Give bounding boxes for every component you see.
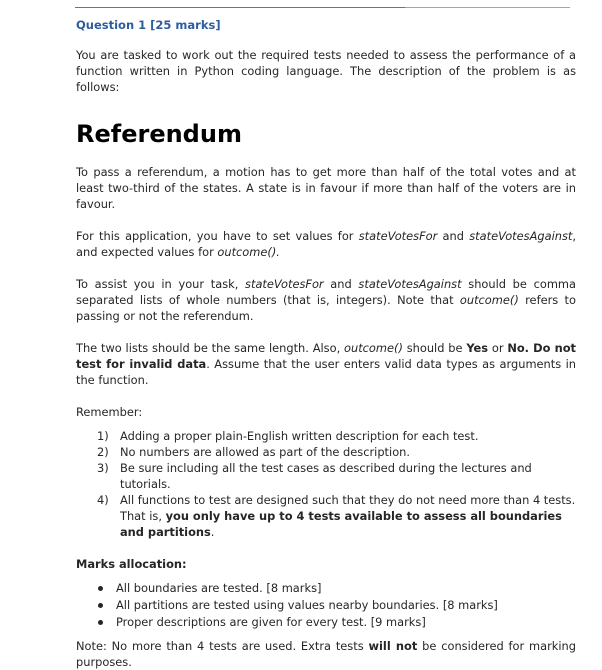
bullet-icon bbox=[98, 603, 103, 608]
list-item: All boundaries are tested. [8 marks] bbox=[76, 580, 576, 597]
page-title: Referendum bbox=[76, 120, 242, 148]
marks-label: Marks allocation: bbox=[76, 557, 187, 571]
question-header: Question 1 [25 marks] bbox=[76, 18, 221, 32]
marks-list bbox=[76, 580, 576, 631]
intro-paragraph: You are tasked to work out the required tests needed to assess the performance of a function written in Python coding language. The description of the problem is as follows: bbox=[76, 48, 576, 94]
remember-list bbox=[76, 428, 576, 540]
note-paragraph: Note: No more than 4 tests are used. Extra tests will not be considered for marking purposes. bbox=[76, 639, 576, 669]
list-item: 3) Be sure including all the test cases as described during the lectures and tutorials. bbox=[97, 461, 532, 491]
bullet-icon bbox=[98, 620, 103, 625]
list-item: 4) All functions to test are designed such that they do not need more than 4 tests. That is, you only have up to 4 tests available to assess all boundaries and partitions. bbox=[97, 493, 576, 539]
paragraph-rules: To pass a referendum, a motion has to get more than half of the total votes and at least two-third of the states. A state is in favour if more than half of the voters are in favour. bbox=[76, 165, 576, 211]
document-body bbox=[76, 18, 576, 670]
list-item: All partitions are tested using values nearby boundaries. [8 marks] bbox=[76, 597, 576, 614]
bullet-icon bbox=[98, 586, 103, 591]
paragraph-lists: The two lists should be the same length. Also, outcome() should be Yes or No. Do not test for invalid data. Assume that the user enters valid data types as arguments in the function. bbox=[76, 341, 576, 387]
list-item: 2) No numbers are allowed as part of the description. bbox=[97, 445, 410, 459]
list-item: Proper descriptions are given for every test. [9 marks] bbox=[76, 614, 576, 631]
paragraph-application: For this application, you have to set values for stateVotesFor and stateVotesAgainst, and expected values for outcome(). bbox=[76, 229, 576, 259]
remember-label: Remember: bbox=[76, 405, 143, 419]
list-item: 1) Adding a proper plain-English written description for each test. bbox=[97, 429, 479, 443]
paragraph-assist: To assist you in your task, stateVotesFor and stateVotesAgainst should be comma separated lists of whole numbers (that is, integers). Note that outcome() refers to passing or not the referendum. bbox=[76, 277, 577, 323]
top-rule-accent bbox=[75, 7, 405, 8]
